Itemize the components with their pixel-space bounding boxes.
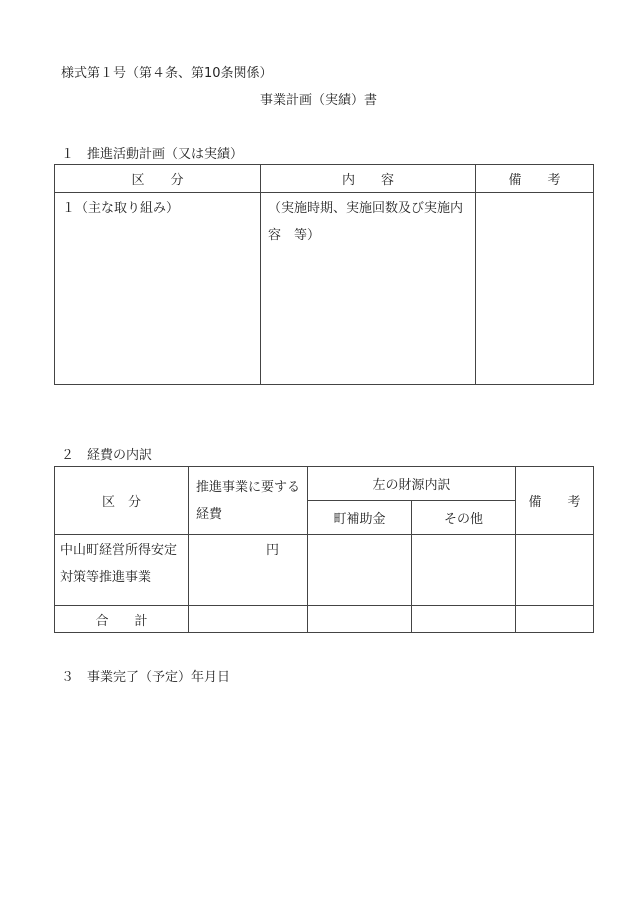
- total-cost-cell: [189, 606, 308, 633]
- activity-category-cell: [55, 193, 261, 385]
- activity-plan-table: [54, 164, 594, 385]
- section1-heading: １ 推進活動計画（又は実績）: [61, 147, 244, 162]
- section3-heading: ３ 事業完了（予定）年月日: [61, 670, 231, 685]
- total-town-subsidy-cell: [308, 606, 412, 633]
- total-remarks-cell: [516, 606, 594, 633]
- activity-content-cell: [261, 193, 476, 385]
- activity-content-text: （実施時期、実施回数及び実施内容 等）: [268, 201, 464, 243]
- header-cost: 推進事業に要する経費: [196, 479, 301, 522]
- header-cost-cell: [189, 467, 308, 535]
- header-remarks: 備 考: [476, 165, 594, 193]
- header-remarks: 備 考: [516, 467, 594, 535]
- form-number: 様式第１号（第４条、第10条関係）: [61, 66, 273, 81]
- expense-breakdown-table: [54, 466, 594, 633]
- header-content: 内 容: [261, 165, 476, 193]
- header-category: 区 分: [55, 467, 189, 535]
- expense-name-cell: [55, 535, 189, 606]
- document-title: 事業計画（実績）書: [260, 93, 378, 108]
- header-funding: 左の財源内訳: [308, 467, 516, 501]
- activity-category-text: １（主な取り組み）: [62, 201, 180, 216]
- header-category: 区 分: [55, 165, 261, 193]
- expense-remarks-cell: [516, 535, 594, 606]
- total-other-cell: [412, 606, 516, 633]
- header-other: その他: [412, 501, 516, 535]
- header-town-subsidy: 町補助金: [308, 501, 412, 535]
- expense-cost-cell: [189, 535, 308, 606]
- section2-heading: ２ 経費の内訳: [61, 448, 153, 463]
- activity-remarks-cell: [476, 193, 594, 385]
- other-funding-cell: [412, 535, 516, 606]
- yen-unit: 円: [265, 543, 279, 558]
- expense-name-text: 中山町経営所得安定対策等推進事業: [60, 543, 178, 585]
- town-subsidy-cell: [308, 535, 412, 606]
- total-label: 合 計: [55, 606, 189, 633]
